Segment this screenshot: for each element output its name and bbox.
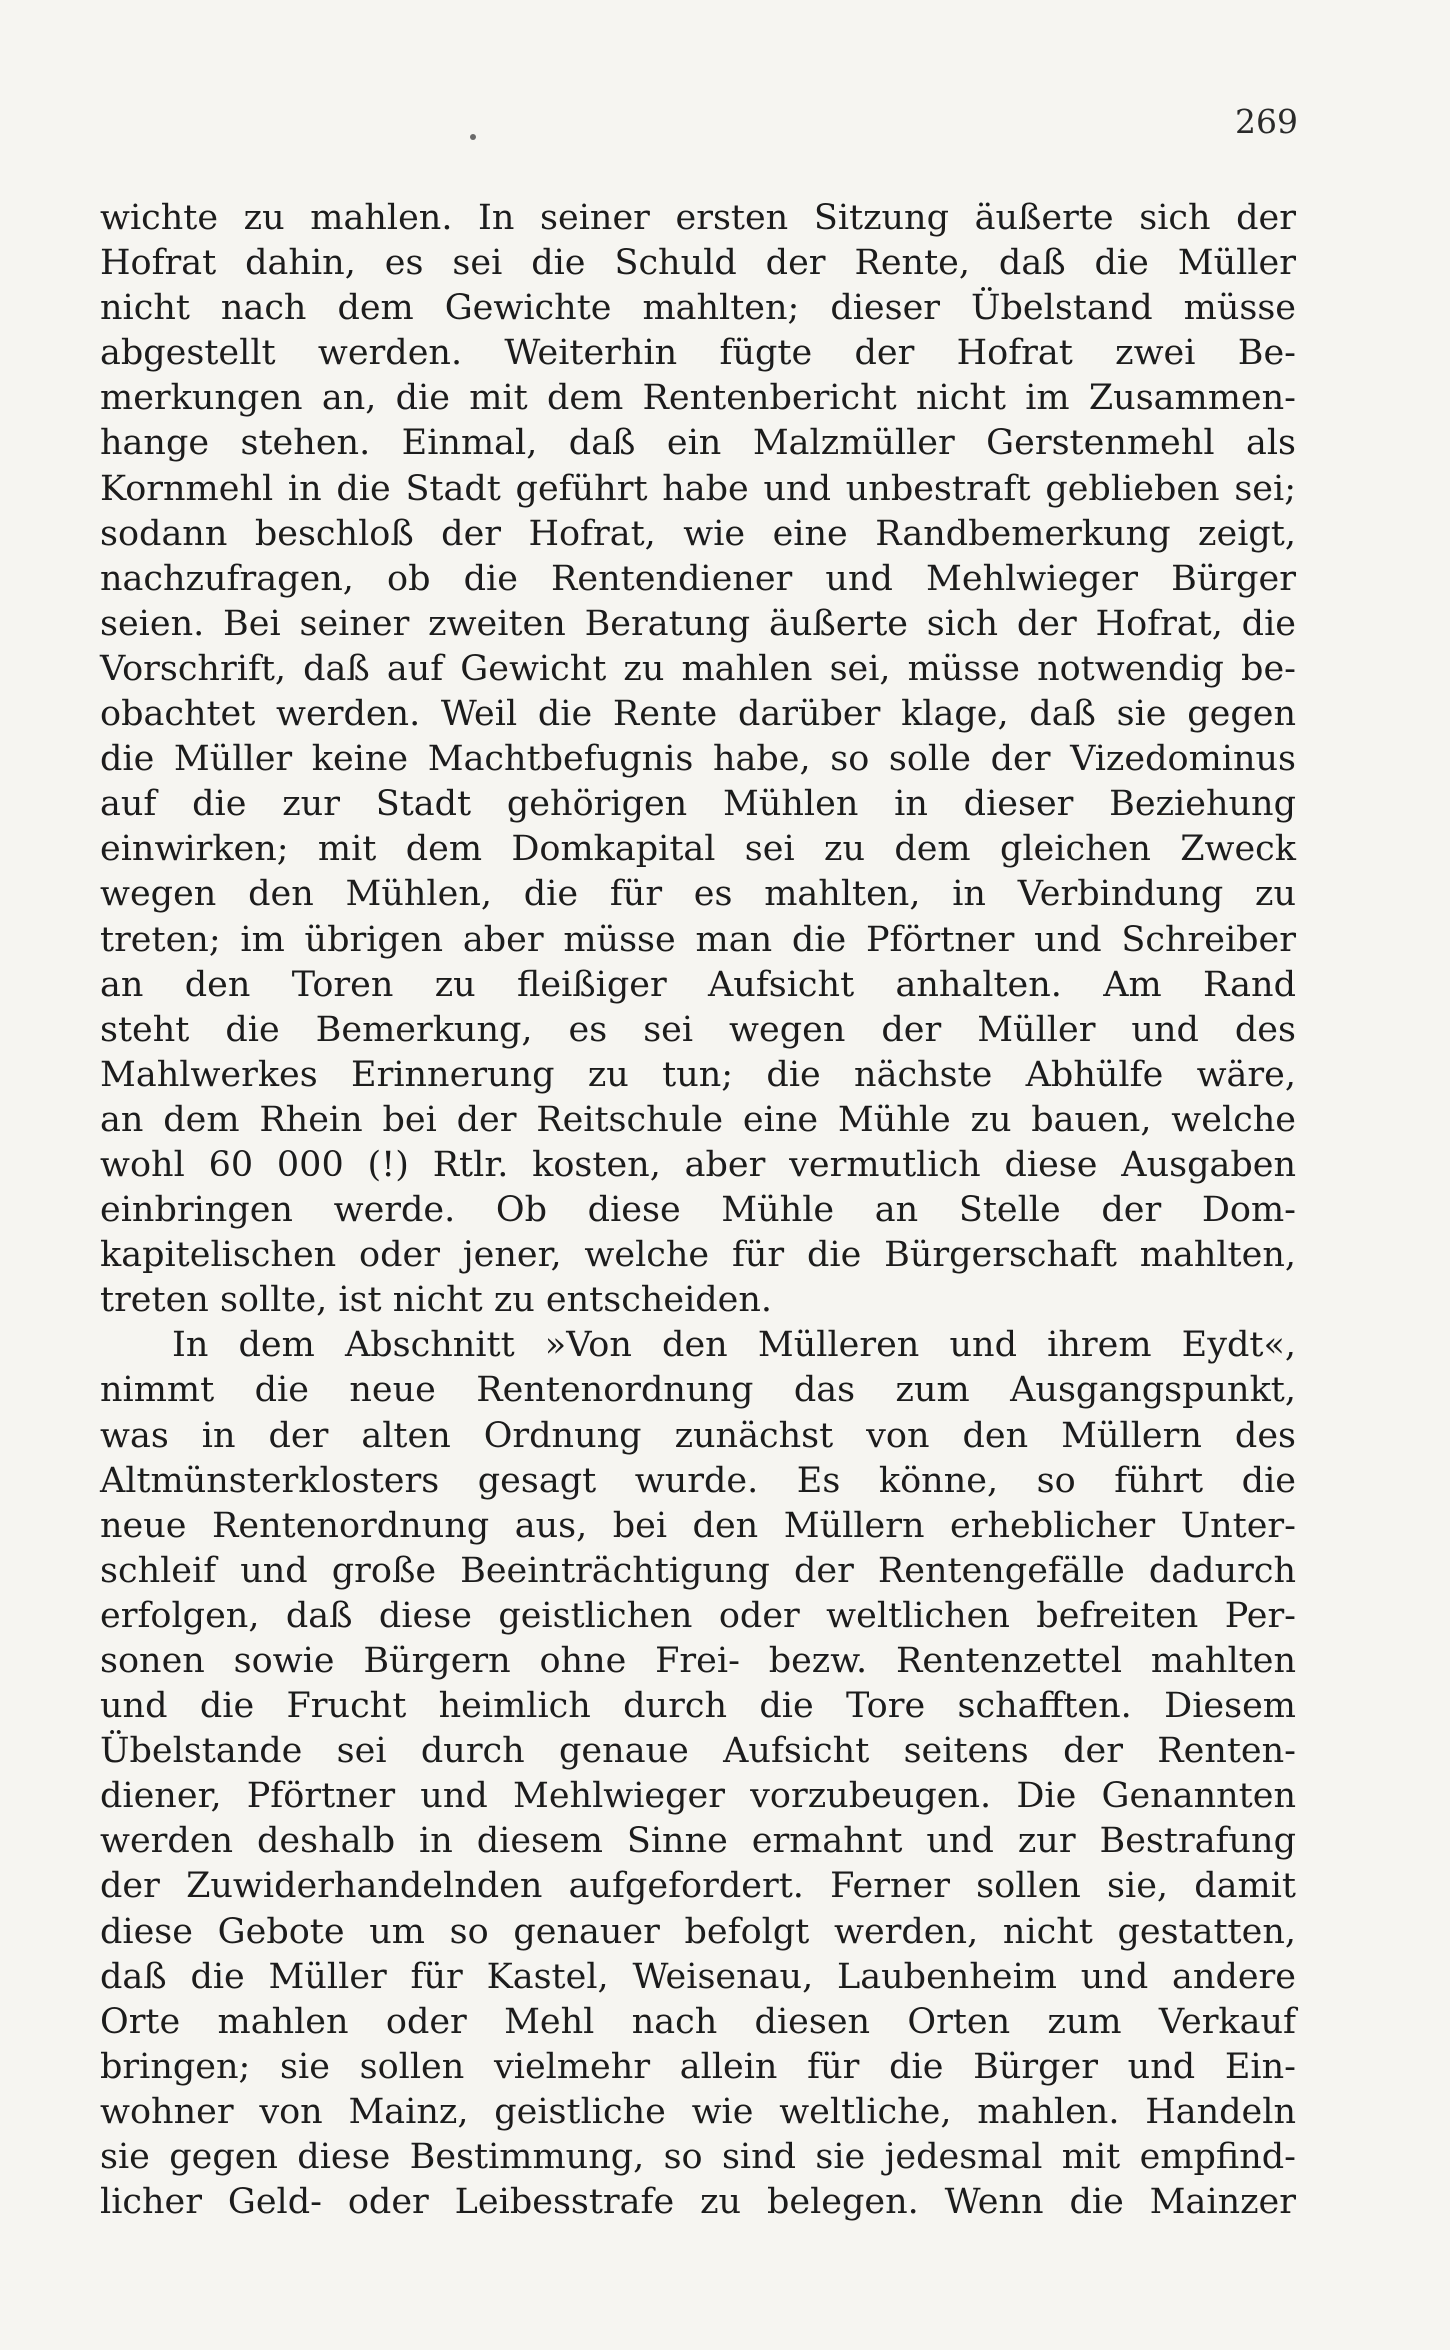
text-line: treten; im übrigen aber müsse man die Pförtner und Schreiber xyxy=(100,919,1296,960)
text-line: daß die Müller für Kastel, Weisenau, Laubenheim und andere xyxy=(100,1956,1296,1997)
text-line: abgestellt werden. Weiterhin fügte der Hofrat zwei Be- xyxy=(100,333,1296,374)
text-line: sonen sowie Bürgern ohne Frei- bezw. Rentenzettel mahlten xyxy=(100,1641,1296,1681)
text-line: wegen den Mühlen, die für es mahlten, in Verbindung zu xyxy=(100,874,1296,915)
text-line: sie gegen diese Bestimmung, so sind sie jedesmal mit empfind- xyxy=(100,2137,1296,2178)
text-line: Hofrat dahin, es sei die Schuld der Rente, daß die Müller xyxy=(100,243,1296,284)
text-line: nicht nach dem Gewichte mahlten; dieser Übelstand müsse xyxy=(100,288,1296,329)
text-line: licher Geld- oder Leibesstrafe zu belegen. Wenn die Mainzer xyxy=(100,2182,1296,2223)
text-line: wichte zu mahlen. In seiner ersten Sitzung äußerte sich der xyxy=(100,198,1296,238)
text-line: Vorschrift, daß auf Gewicht zu mahlen sei, müsse notwendig be- xyxy=(100,648,1296,689)
text-line: nimmt die neue Rentenordnung das zum Ausgangspunkt, xyxy=(100,1370,1296,1411)
text-line: Mahlwerkes Erinnerung zu tun; die nächste Abhülfe wäre, xyxy=(100,1054,1296,1095)
text-line: wohner von Mainz, geistliche wie weltliche, mahlen. Handeln xyxy=(100,2091,1296,2132)
text-line: diese Gebote um so genauer befolgt werden, nicht gestatten, xyxy=(100,1911,1296,1952)
text-line: nachzufragen, ob die Rentendiener und Mehlwieger Bürger xyxy=(100,558,1296,599)
text-line: der Zuwiderhandelnden aufgefordert. Ferner sollen sie, damit xyxy=(100,1866,1296,1907)
text-line: sodann beschloß der Hofrat, wie eine Randbemerkung zeigt, xyxy=(100,513,1296,554)
text-line: werden deshalb in diesem Sinne ermahnt und zur Bestrafung xyxy=(100,1821,1296,1862)
text-line: auf die zur Stadt gehörigen Mühlen in dieser Beziehung xyxy=(100,784,1296,825)
text-line: einwirken; mit dem Domkapital sei zu dem gleichen Zweck xyxy=(100,829,1296,870)
text-line: hange stehen. Einmal, daß ein Malzmüller Gerstenmehl als xyxy=(100,423,1296,464)
printer-mark-dot xyxy=(470,134,476,140)
text-line: wohl 60 000 (!) Rtlr. kosten, aber vermutlich diese Ausgaben xyxy=(100,1144,1296,1185)
text-line: Orte mahlen oder Mehl nach diesen Orten zum Verkauf xyxy=(100,2001,1296,2042)
text-line: bringen; sie sollen vielmehr allein für die Bürger und Ein- xyxy=(100,2046,1296,2087)
text-line: neue Rentenordnung aus, bei den Müllern erheblicher Unter- xyxy=(100,1505,1296,1546)
text-line: Altmünsterklosters gesagt wurde. Es könne, so führt die xyxy=(100,1460,1296,1501)
text-line: schleif und große Beeinträchtigung der Rentengefälle dadurch xyxy=(100,1550,1296,1591)
page-number: 269 xyxy=(1235,102,1298,141)
text-line: erfolgen, daß diese geistlichen oder weltlichen befreiten Per- xyxy=(100,1595,1296,1636)
text-line: seien. Bei seiner zweiten Beratung äußerte sich der Hofrat, die xyxy=(100,603,1296,644)
text-line: treten sollte, ist nicht zu entscheiden. xyxy=(100,1280,773,1321)
text-line: einbringen werde. Ob diese Mühle an Stelle der Dom- xyxy=(100,1190,1296,1231)
text-line: und die Frucht heimlich durch die Tore schafften. Diesem xyxy=(100,1686,1296,1727)
text-line: Kornmehl in die Stadt geführt habe und unbestraft geblieben sei; xyxy=(100,468,1296,509)
text-line: die Müller keine Machtbefugnis habe, so solle der Vizedominus xyxy=(100,739,1296,780)
text-line: In dem Abschnitt »Von den Mülleren und ihrem Eydt«, xyxy=(172,1325,1296,1366)
text-line: obachtet werden. Weil die Rente darüber klage, daß sie gegen xyxy=(100,694,1296,735)
text-line: Übelstande sei durch genaue Aufsicht seitens der Renten- xyxy=(100,1731,1296,1772)
text-line: an dem Rhein bei der Reitschule eine Mühle zu bauen, welche xyxy=(100,1099,1296,1140)
text-line: steht die Bemerkung, es sei wegen der Müller und des xyxy=(100,1009,1296,1050)
body-text xyxy=(100,196,1296,2225)
text-line: diener, Pförtner und Mehlwieger vorzubeugen. Die Genannten xyxy=(100,1776,1296,1817)
text-line: kapitelischen oder jener, welche für die Bürgerschaft mahlten, xyxy=(100,1235,1296,1276)
text-line: an den Toren zu fleißiger Aufsicht anhalten. Am Rand xyxy=(100,964,1296,1005)
text-line: was in der alten Ordnung zunächst von den Müllern des xyxy=(100,1415,1296,1456)
text-line: merkungen an, die mit dem Rentenbericht nicht im Zusammen- xyxy=(100,378,1296,419)
